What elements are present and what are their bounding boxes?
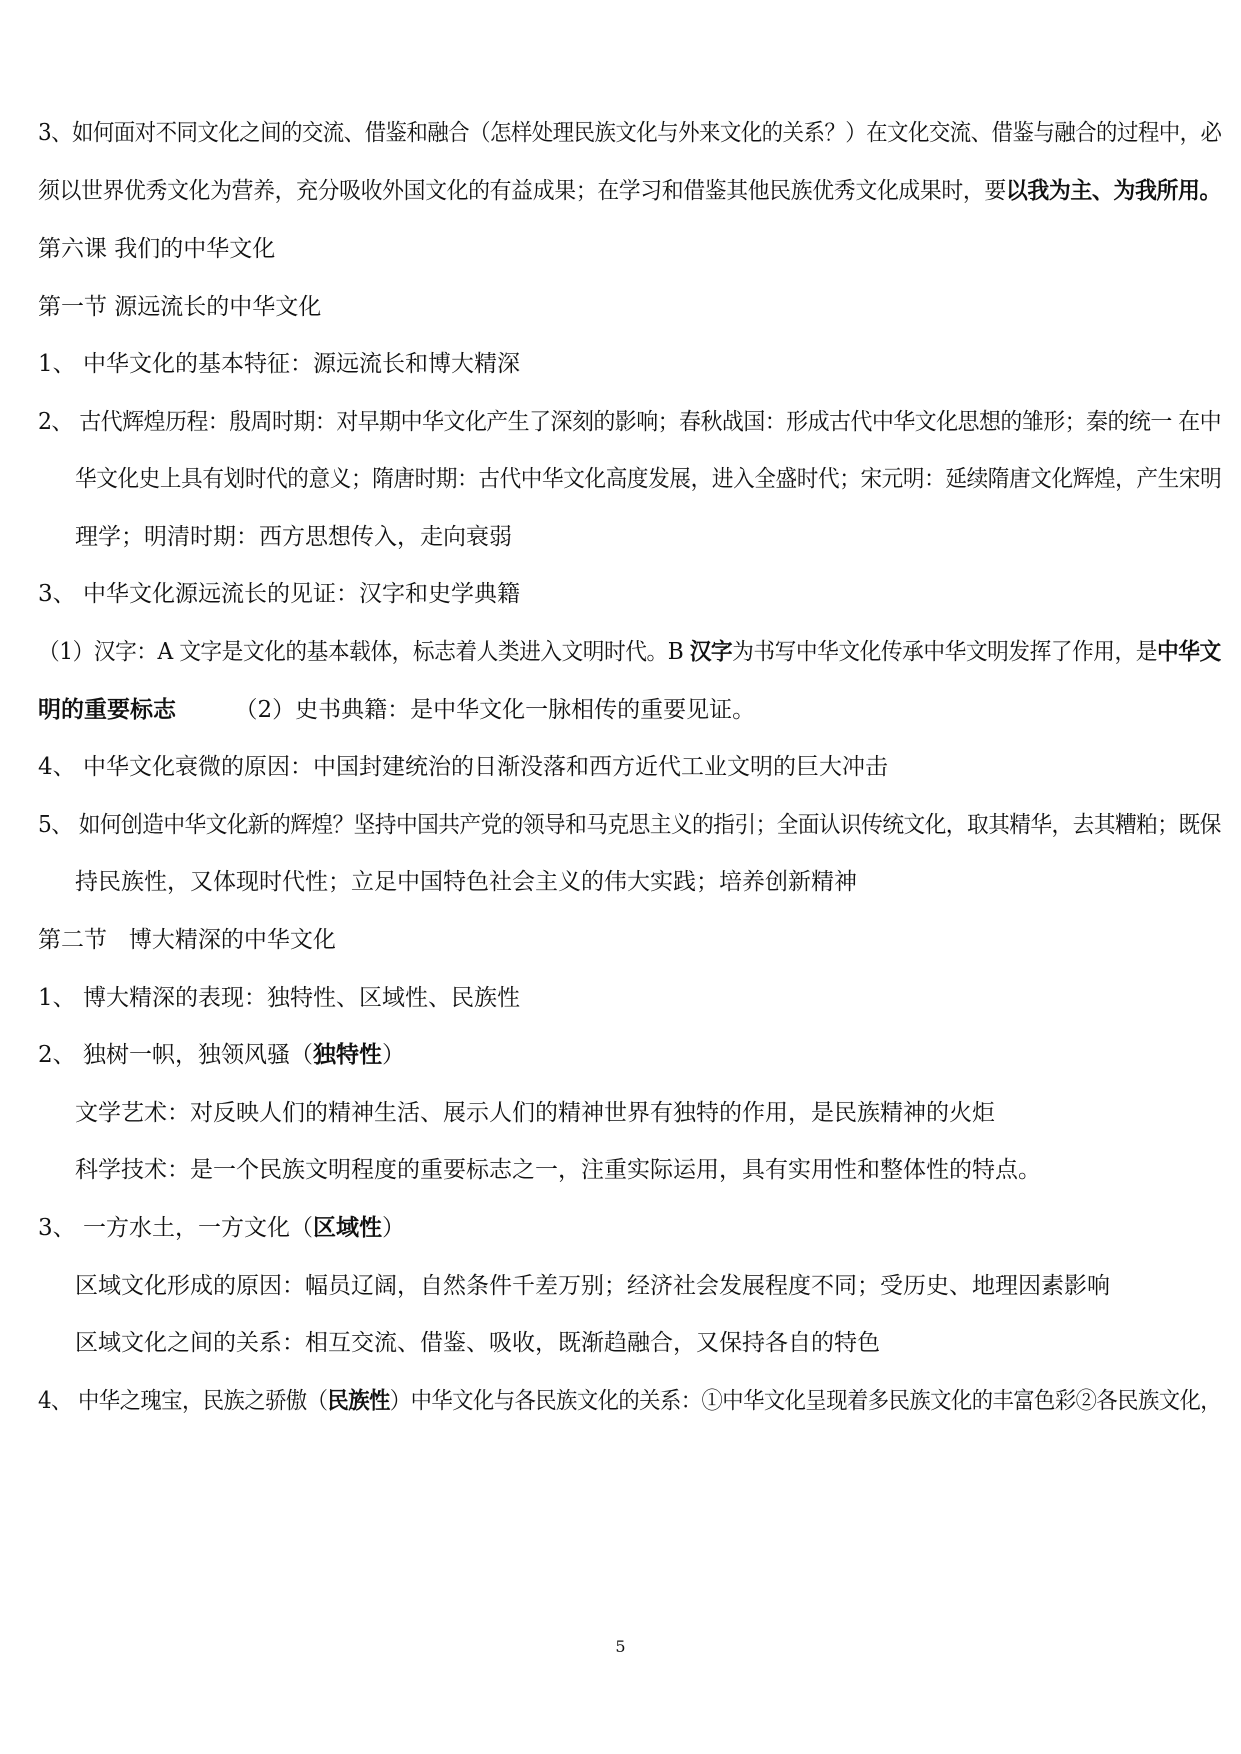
bold-text: 独特性 xyxy=(312,1041,382,1068)
paragraph-line xyxy=(75,1328,880,1358)
text-run: 科学技术：是一个民族文明程度的重要标志之一，注重实际运用，具有实用性和整体性的特点。 xyxy=(75,1157,1041,1183)
text-run: 为书写中华文化传承中华文明发挥了作用，是 xyxy=(732,639,1158,665)
list-item xyxy=(38,1386,1221,1416)
text-run: 3、 中华文化源远流长的见证：汉字和史学典籍 xyxy=(38,581,520,607)
list-item xyxy=(38,983,520,1013)
text-run: 理学；明清时期：西方思想传入，走向衰弱 xyxy=(75,524,512,550)
bold-text: 以我为主、为我所用。 xyxy=(1005,177,1221,204)
paragraph-line xyxy=(75,1271,1110,1301)
list-item xyxy=(38,579,520,609)
bold-text: 区域性 xyxy=(312,1214,382,1241)
text-run: ）中华文化与各民族文化的关系：①中华文化呈现着多民族文化的丰富色彩②各民族文化， xyxy=(389,1388,1222,1414)
list-item xyxy=(38,1213,405,1243)
text-run: 第六课 我们的中华文化 xyxy=(38,236,276,262)
bold-text: 民族性 xyxy=(327,1387,390,1414)
paragraph-line xyxy=(75,867,857,897)
text-run: 1、 博大精深的表现：独特性、区域性、民族性 xyxy=(38,985,520,1011)
text-run: 5、 如何创造中华文化新的辉煌？坚持中国共产党的领导和马克思主义的指引；全面认识传统文化，取其精华，去其糟粕；既保 xyxy=(38,812,1221,838)
text-run: 区域文化之间的关系：相互交流、借鉴、吸收，既渐趋融合，又保持各自的特色 xyxy=(75,1330,880,1356)
paragraph-line xyxy=(38,176,1221,206)
text-run: 持民族性，又体现时代性；立足中国特色社会主义的伟大实践；培养创新精神 xyxy=(75,869,857,895)
list-item xyxy=(38,752,888,782)
text-run: 区域文化形成的原因：幅员辽阔，自然条件千差万别；经济社会发展程度不同；受历史、地理因素影响 xyxy=(75,1273,1110,1299)
text-run: （1）汉字：A 文字是文化的基本载体，标志着人类进入文明时代。B xyxy=(38,639,690,665)
paragraph-line xyxy=(75,464,1221,494)
list-item xyxy=(38,810,1221,840)
text-run: ） xyxy=(381,1042,405,1068)
text-run: 4、 中华文化衰微的原因：中国封建统治的日渐没落和西方近代工业文明的巨大冲击 xyxy=(38,754,888,780)
text-run: 4、 中华之瑰宝，民族之骄傲（ xyxy=(38,1388,328,1414)
list-item xyxy=(38,407,1221,437)
bold-text: 明的重要标志 xyxy=(38,696,176,723)
text-run: 3、 一方水土，一方文化（ xyxy=(38,1215,313,1241)
text-run: 2、 独树一帜，独领风骚（ xyxy=(38,1042,313,1068)
text-run: ） xyxy=(381,1215,405,1241)
bold-text: 汉字 xyxy=(689,638,733,665)
text-run: 华文化史上具有划时代的意义；隋唐时期：古代中华文化高度发展，进入全盛时代；宋元明：延续隋唐文化辉煌，产生宋明 xyxy=(75,466,1222,492)
list-item xyxy=(38,349,520,379)
paragraph-line xyxy=(38,637,1221,667)
bold-text: 中华文 xyxy=(1157,638,1221,665)
text-run: 文学艺术：对反映人们的精神生活、展示人们的精神世界有独特的作用，是民族精神的火炬 xyxy=(75,1100,995,1126)
paragraph-line xyxy=(75,1155,1041,1185)
paragraph-line xyxy=(75,522,512,552)
text-run: 第一节 源远流长的中华文化 xyxy=(38,294,322,320)
paragraph-line xyxy=(38,695,755,725)
text-run: 2、 古代辉煌历程：殷周时期：对早期中华文化产生了深刻的影响；春秋战国：形成古代中华文化思想的雏形；秦的统一 在中 xyxy=(38,409,1222,435)
list-item xyxy=(38,1040,405,1070)
lesson-heading xyxy=(38,234,275,264)
page-number: 5 xyxy=(615,1637,626,1656)
text-run: 须以世界优秀文化为营养，充分吸收外国文化的有益成果；在学习和借鉴其他民族优秀文化成果时，要 xyxy=(38,178,1006,204)
text-run: 3、如何面对不同文化之间的交流、借鉴和融合（怎样处理民族文化与外来文化的关系？）在文化交流、借鉴与融合的过程中，必 xyxy=(38,120,1222,146)
paragraph-line xyxy=(38,118,1221,148)
paragraph-line xyxy=(75,1098,995,1128)
section-heading xyxy=(38,925,336,955)
section-heading xyxy=(38,292,321,322)
text-run: （2）史书典籍：是中华文化一脉相传的重要见证。 xyxy=(176,697,756,723)
text-run: 1、 中华文化的基本特征：源远流长和博大精深 xyxy=(38,351,520,377)
text-run: 第二节 博大精深的中华文化 xyxy=(38,927,336,953)
